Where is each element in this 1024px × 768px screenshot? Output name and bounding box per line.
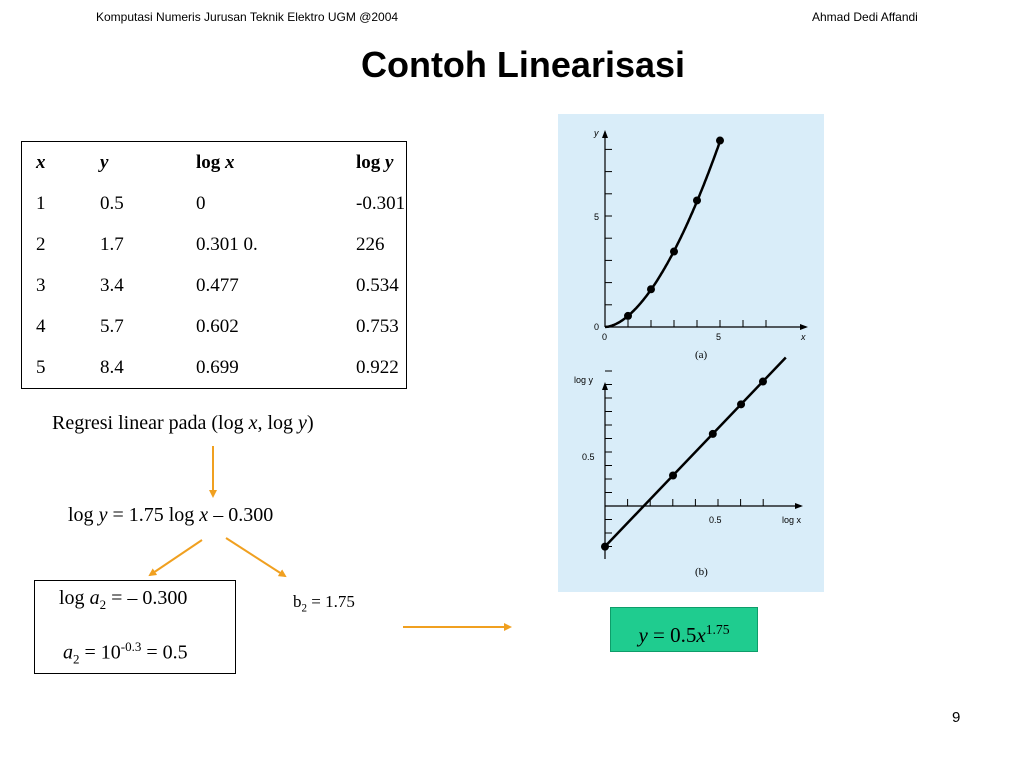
page-title: Contoh Linearisasi bbox=[360, 44, 686, 85]
header-x: x bbox=[36, 151, 46, 173]
chart-a-x-ticks bbox=[628, 320, 766, 327]
chart-a-xtick-label-5: 5 bbox=[716, 332, 722, 342]
final-equation-box: $y = 0.5x^{1.75}$ bbox=[610, 607, 758, 652]
b2-equation: $b_2 = 1.75$ bbox=[293, 592, 355, 615]
chart-a-caption: (a) bbox=[695, 349, 708, 361]
cell: 0.5 bbox=[100, 192, 124, 214]
chart-a-ytick-label-0: 0 bbox=[594, 322, 600, 332]
graph-panel bbox=[558, 114, 824, 592]
cell: 0.753 bbox=[356, 315, 399, 337]
chart-b-x-arrow bbox=[795, 503, 803, 509]
cell: 5 bbox=[36, 356, 46, 378]
cell: 0 bbox=[196, 192, 206, 214]
cell: 4 bbox=[36, 315, 46, 337]
cell: 8.4 bbox=[100, 356, 124, 378]
chart-b bbox=[574, 358, 803, 579]
chart-b-point bbox=[669, 471, 677, 479]
chart-b-y-ticks bbox=[605, 371, 612, 547]
cell: 0.477 bbox=[196, 274, 239, 296]
cell: 0.602 bbox=[196, 315, 239, 337]
arrow-left-diagonal bbox=[150, 540, 202, 575]
chart-b-y-arrow bbox=[602, 382, 608, 390]
a2-equation: $a_2 = 10^{-0.3} = 0.5$ bbox=[63, 639, 188, 667]
regression-label: Regresi linear pada (log x, log y) bbox=[52, 412, 314, 434]
regression-equation: log y = 1.75 log x – 0.300 bbox=[68, 504, 274, 526]
cell: 1.7 bbox=[100, 233, 124, 255]
log-a2-equation: $\log a_2$ = – 0.300 bbox=[59, 587, 188, 612]
cell: 1 bbox=[36, 192, 46, 214]
chart-b-point bbox=[759, 378, 767, 386]
chart-a-xlabel: x bbox=[801, 332, 806, 342]
chart-b-ylabel: log y bbox=[574, 375, 594, 385]
header-left: Komputasi Numeris Jurusan Teknik Elektro UGM @2004 bbox=[96, 10, 399, 24]
cell: 0.922 bbox=[356, 356, 399, 378]
cell: 3 bbox=[36, 274, 46, 296]
chart-a bbox=[593, 128, 808, 361]
cell: -0.301 bbox=[356, 192, 406, 214]
cell: 0.534 bbox=[356, 274, 399, 296]
chart-a-y-arrow bbox=[602, 130, 608, 138]
chart-b-xlabel: log x bbox=[782, 515, 802, 525]
chart-b-point bbox=[709, 430, 717, 438]
chart-a-points bbox=[624, 137, 724, 320]
chart-a-x-arrow bbox=[800, 324, 808, 330]
chart-b-point bbox=[601, 543, 609, 551]
chart-a-point bbox=[624, 312, 632, 320]
chart-a-point bbox=[647, 285, 655, 293]
cell: 226 bbox=[356, 233, 385, 255]
chart-a-xtick-label-0: 0 bbox=[602, 332, 608, 342]
chart-a-point bbox=[693, 196, 701, 204]
result-box bbox=[34, 580, 236, 674]
chart-b-point bbox=[737, 400, 745, 408]
chart-a-ytick-label-5: 5 bbox=[594, 212, 600, 222]
cell: 5.7 bbox=[100, 315, 124, 337]
header-right: Ahmad Dedi Affandi bbox=[812, 10, 918, 24]
chart-a-point bbox=[716, 137, 724, 145]
cell: 0.301 0. bbox=[196, 233, 258, 255]
header-logx: log x bbox=[196, 151, 235, 173]
chart-a-fit-curve bbox=[605, 141, 720, 327]
cell: 3.4 bbox=[100, 274, 124, 296]
chart-b-xtick-label: 0.5 bbox=[709, 515, 722, 525]
chart-b-caption: (b) bbox=[695, 566, 708, 578]
chart-a-ylabel: y bbox=[594, 128, 599, 138]
header-logy: log y bbox=[356, 151, 394, 173]
arrow-right-diagonal bbox=[226, 538, 285, 576]
header-y: y bbox=[100, 151, 109, 173]
page-number: 9 bbox=[952, 709, 961, 726]
chart-b-fit-line bbox=[605, 358, 786, 547]
chart-a-point bbox=[670, 248, 678, 256]
chart-b-ytick-label: 0.5 bbox=[582, 452, 595, 462]
chart-a-y-ticks bbox=[605, 149, 612, 304]
cell: 2 bbox=[36, 233, 46, 255]
cell: 0.699 bbox=[196, 356, 239, 378]
